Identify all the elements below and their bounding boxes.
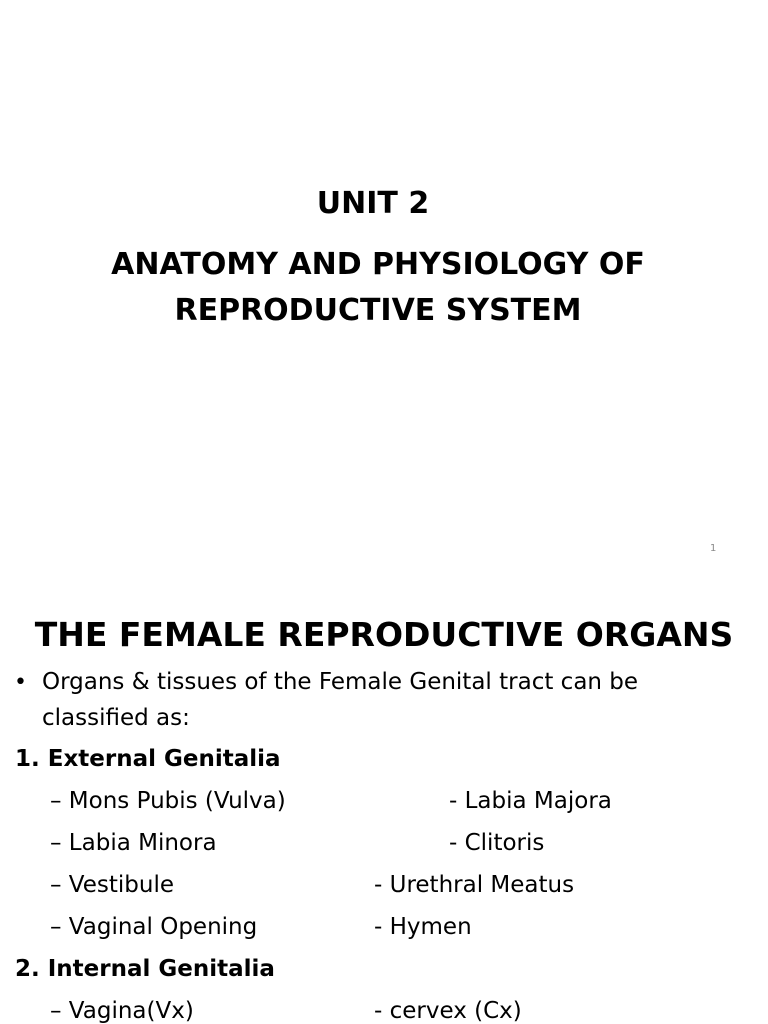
bullet-icon: • — [14, 670, 27, 695]
list-item-left: – Vestibule — [50, 872, 175, 898]
list-item-right: - Labia Majora — [449, 788, 612, 814]
slide-1-title-line-1: ANATOMY AND PHYSIOLOGY OF — [111, 247, 645, 282]
slide-1-title — [0, 242, 756, 334]
slide-2 — [0, 576, 768, 1024]
list-item-left: – Labia Minora — [50, 830, 217, 856]
internal-genitalia-heading: 2. Internal Genitalia — [15, 956, 275, 982]
slide-2-title: THE FEMALE REPRODUCTIVE ORGANS — [34, 615, 734, 654]
intro-text-line-2: classified as: — [42, 705, 190, 731]
list-item-right: - cervex (Cx) — [374, 998, 522, 1024]
list-item-right: - Urethral Meatus — [374, 872, 575, 898]
external-genitalia-heading: 1. External Genitalia — [15, 746, 281, 772]
list-item-right: - Clitoris — [449, 830, 545, 856]
intro-text-line-1: Organs & tissues of the Female Genital tract can be — [42, 669, 639, 695]
list-item-left: – Vaginal Opening — [50, 914, 258, 940]
list-item-left: – Mons Pubis (Vulva) — [50, 788, 286, 814]
slide-1-title-line-2: REPRODUCTIVE SYSTEM — [174, 293, 582, 328]
list-item-right: - Hymen — [374, 914, 472, 940]
page-number: 1 — [710, 543, 717, 554]
unit-heading: UNIT 2 — [316, 186, 430, 221]
list-item-left: – Vagina(Vx) — [50, 998, 194, 1024]
